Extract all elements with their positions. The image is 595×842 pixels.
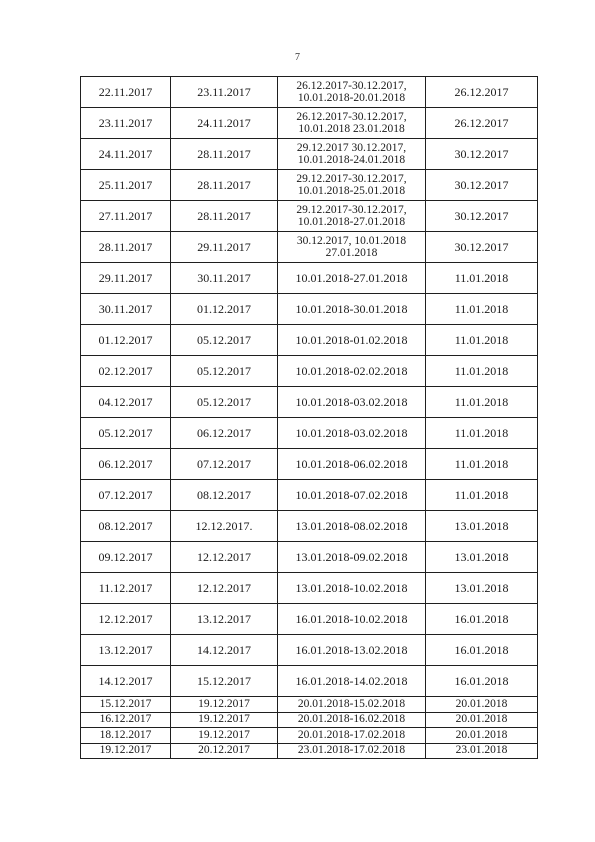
order-date-cell: 09.12.2017	[81, 542, 171, 573]
period-line: 27.01.2018	[325, 247, 378, 259]
period-line: 13.01.2018-10.02.2018	[295, 581, 408, 595]
registration-date-cell: 12.12.2017.	[171, 511, 278, 542]
registration-date-cell: 08.12.2017	[171, 480, 278, 511]
order-date-cell: 22.11.2017	[81, 77, 171, 108]
period-line: 29.12.2017-30.12.2017,	[296, 173, 407, 185]
table-row	[81, 573, 538, 604]
period-cell	[278, 263, 426, 294]
start-date-cell: 30.12.2017	[426, 232, 538, 263]
period-cell	[278, 139, 426, 170]
start-date-cell: 13.01.2018	[426, 573, 538, 604]
table-row	[81, 449, 538, 480]
start-date-cell: 11.01.2018	[426, 325, 538, 356]
order-date-cell: 19.12.2017	[81, 743, 171, 759]
start-date-cell: 13.01.2018	[426, 542, 538, 573]
period-line: 10.01.2018-20.01.2018	[297, 92, 406, 104]
start-date-cell: 11.01.2018	[426, 387, 538, 418]
order-date-cell: 18.12.2017	[81, 728, 171, 744]
registration-date-cell: 19.12.2017	[171, 728, 278, 744]
order-date-cell: 16.12.2017	[81, 712, 171, 728]
registration-date-cell: 23.11.2017	[171, 77, 278, 108]
period-line: 13.01.2018-08.02.2018	[295, 519, 408, 533]
registration-date-cell: 19.12.2017	[171, 712, 278, 728]
period-line: 10.01.2018 23.01.2018	[298, 123, 405, 135]
table-row	[81, 728, 538, 744]
registration-date-cell: 06.12.2017	[171, 418, 278, 449]
order-date-cell: 15.12.2017	[81, 697, 171, 713]
table-row	[81, 294, 538, 325]
period-line: 10.01.2018-03.02.2018	[295, 395, 408, 409]
order-date-cell: 27.11.2017	[81, 201, 171, 232]
period-cell	[278, 743, 426, 759]
start-date-cell: 16.01.2018	[426, 666, 538, 697]
order-date-cell: 13.12.2017	[81, 635, 171, 666]
registration-date-cell: 28.11.2017	[171, 139, 278, 170]
period-cell	[278, 232, 426, 263]
table-row	[81, 356, 538, 387]
table-row	[81, 77, 538, 108]
period-cell	[278, 108, 426, 139]
period-cell	[278, 480, 426, 511]
period-cell	[278, 542, 426, 573]
start-date-cell: 11.01.2018	[426, 294, 538, 325]
start-date-cell: 23.01.2018	[426, 743, 538, 759]
table-row	[81, 418, 538, 449]
table-row	[81, 170, 538, 201]
table-row	[81, 325, 538, 356]
table-row	[81, 139, 538, 170]
period-cell	[278, 728, 426, 744]
period-cell	[278, 712, 426, 728]
start-date-cell: 26.12.2017	[426, 77, 538, 108]
registration-date-cell: 20.12.2017	[171, 743, 278, 759]
table-row	[81, 201, 538, 232]
table-row	[81, 635, 538, 666]
order-date-cell: 30.11.2017	[81, 294, 171, 325]
table-row	[81, 542, 538, 573]
start-date-cell: 20.01.2018	[426, 712, 538, 728]
order-date-cell: 29.11.2017	[81, 263, 171, 294]
period-line: 20.01.2018-15.02.2018	[297, 697, 406, 710]
order-date-cell: 02.12.2017	[81, 356, 171, 387]
period-line: 10.01.2018-25.01.2018	[297, 185, 406, 197]
registration-date-cell: 29.11.2017	[171, 232, 278, 263]
start-date-cell: 30.12.2017	[426, 201, 538, 232]
period-line: 26.12.2017-30.12.2017,	[296, 111, 407, 123]
table-row	[81, 697, 538, 713]
order-date-cell: 07.12.2017	[81, 480, 171, 511]
table-row	[81, 387, 538, 418]
period-cell	[278, 387, 426, 418]
start-date-cell: 13.01.2018	[426, 511, 538, 542]
period-line: 23.01.2018-17.02.2018	[297, 744, 406, 757]
table-row	[81, 604, 538, 635]
start-date-cell: 11.01.2018	[426, 449, 538, 480]
registration-date-cell: 24.11.2017	[171, 108, 278, 139]
order-date-cell: 01.12.2017	[81, 325, 171, 356]
table-row	[81, 108, 538, 139]
registration-date-cell: 12.12.2017	[171, 542, 278, 573]
start-date-cell: 11.01.2018	[426, 418, 538, 449]
period-cell	[278, 697, 426, 713]
period-line: 29.12.2017 30.12.2017,	[296, 142, 407, 154]
period-cell	[278, 666, 426, 697]
table-row	[81, 263, 538, 294]
period-line: 10.01.2018-07.02.2018	[295, 488, 408, 502]
table-row	[81, 232, 538, 263]
order-date-cell: 12.12.2017	[81, 604, 171, 635]
order-date-cell: 23.11.2017	[81, 108, 171, 139]
schedule-table-body	[81, 77, 538, 759]
period-cell	[278, 604, 426, 635]
start-date-cell: 26.12.2017	[426, 108, 538, 139]
period-line: 10.01.2018-24.01.2018	[297, 154, 406, 166]
start-date-cell: 20.01.2018	[426, 697, 538, 713]
period-line: 16.01.2018-14.02.2018	[295, 674, 408, 688]
order-date-cell: 11.12.2017	[81, 573, 171, 604]
period-line: 10.01.2018-01.02.2018	[295, 333, 408, 347]
page-number: 7	[295, 52, 300, 63]
period-cell	[278, 511, 426, 542]
registration-date-cell: 14.12.2017	[171, 635, 278, 666]
table-row	[81, 743, 538, 759]
order-date-cell: 06.12.2017	[81, 449, 171, 480]
registration-date-cell: 28.11.2017	[171, 201, 278, 232]
start-date-cell: 16.01.2018	[426, 604, 538, 635]
registration-date-cell: 05.12.2017	[171, 356, 278, 387]
period-cell	[278, 573, 426, 604]
period-cell	[278, 356, 426, 387]
period-line: 26.12.2017-30.12.2017,	[296, 80, 407, 92]
order-date-cell: 24.11.2017	[81, 139, 171, 170]
period-line: 20.01.2018-16.02.2018	[297, 713, 406, 726]
period-cell	[278, 418, 426, 449]
registration-date-cell: 05.12.2017	[171, 387, 278, 418]
order-date-cell: 25.11.2017	[81, 170, 171, 201]
table-row	[81, 712, 538, 728]
period-line: 20.01.2018-17.02.2018	[297, 728, 406, 741]
period-cell	[278, 77, 426, 108]
order-date-cell: 08.12.2017	[81, 511, 171, 542]
period-line: 29.12.2017-30.12.2017,	[296, 204, 407, 216]
order-date-cell: 28.11.2017	[81, 232, 171, 263]
order-date-cell: 14.12.2017	[81, 666, 171, 697]
period-line: 16.01.2018-10.02.2018	[295, 612, 408, 626]
registration-date-cell: 13.12.2017	[171, 604, 278, 635]
registration-date-cell: 15.12.2017	[171, 666, 278, 697]
registration-date-cell: 05.12.2017	[171, 325, 278, 356]
period-cell	[278, 449, 426, 480]
registration-date-cell: 28.11.2017	[171, 170, 278, 201]
table-row	[81, 480, 538, 511]
period-cell	[278, 294, 426, 325]
period-cell	[278, 170, 426, 201]
period-line: 16.01.2018-13.02.2018	[295, 643, 408, 657]
period-line: 10.01.2018-27.01.2018	[297, 216, 406, 228]
period-line: 10.01.2018-03.02.2018	[295, 426, 408, 440]
start-date-cell: 11.01.2018	[426, 480, 538, 511]
registration-date-cell: 01.12.2017	[171, 294, 278, 325]
period-cell	[278, 325, 426, 356]
order-date-cell: 05.12.2017	[81, 418, 171, 449]
schedule-table	[80, 76, 538, 759]
start-date-cell: 20.01.2018	[426, 728, 538, 744]
registration-date-cell: 30.11.2017	[171, 263, 278, 294]
registration-date-cell: 07.12.2017	[171, 449, 278, 480]
period-line: 13.01.2018-09.02.2018	[295, 550, 408, 564]
registration-date-cell: 19.12.2017	[171, 697, 278, 713]
table-row	[81, 511, 538, 542]
table-row	[81, 666, 538, 697]
start-date-cell: 16.01.2018	[426, 635, 538, 666]
period-cell	[278, 201, 426, 232]
order-date-cell: 04.12.2017	[81, 387, 171, 418]
start-date-cell: 30.12.2017	[426, 139, 538, 170]
start-date-cell: 11.01.2018	[426, 263, 538, 294]
period-line: 10.01.2018-30.01.2018	[295, 302, 408, 316]
start-date-cell: 11.01.2018	[426, 356, 538, 387]
start-date-cell: 30.12.2017	[426, 170, 538, 201]
period-line: 10.01.2018-27.01.2018	[295, 271, 408, 285]
period-line: 30.12.2017, 10.01.2018	[296, 235, 407, 247]
registration-date-cell: 12.12.2017	[171, 573, 278, 604]
period-line: 10.01.2018-06.02.2018	[295, 457, 408, 471]
period-cell	[278, 635, 426, 666]
period-line: 10.01.2018-02.02.2018	[295, 364, 408, 378]
